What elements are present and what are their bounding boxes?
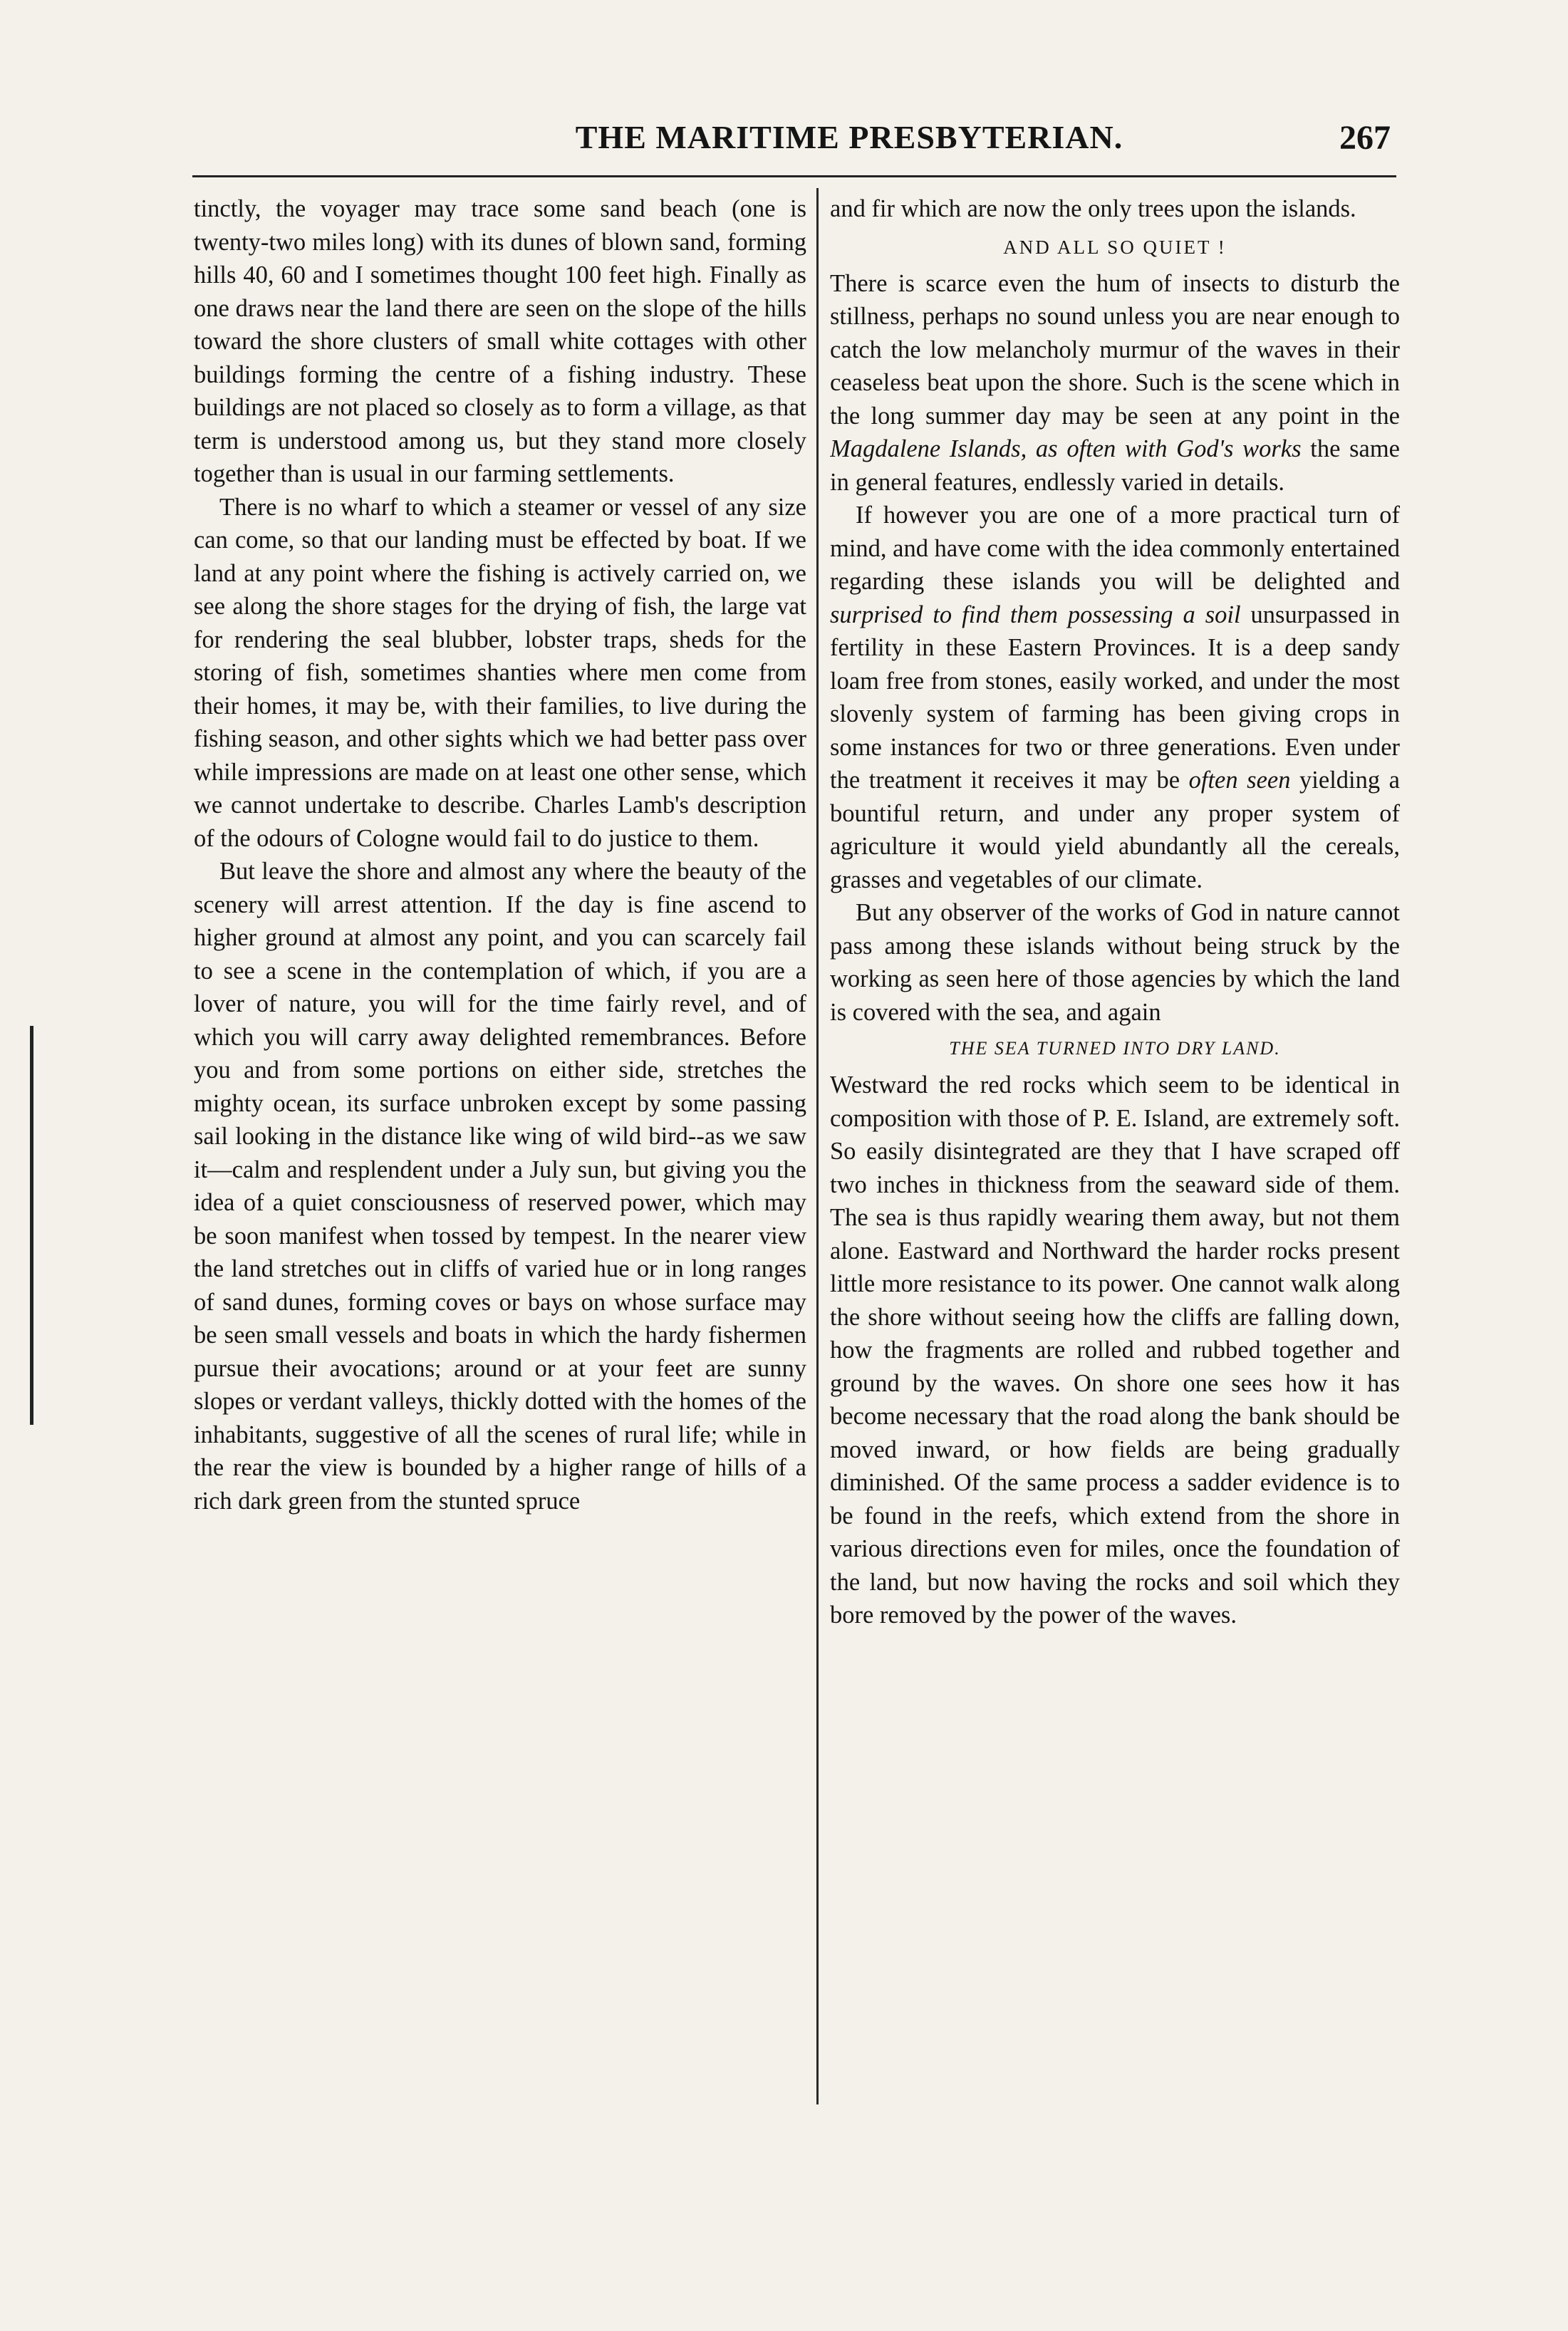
paragraph: Westward the red rocks which seem to be identical in composition with those of P. E. Island, are extremely soft. So easily disintegrated are they that I have scraped off two inches in thickness from the seaward side of them. The sea is thus rapidly wearing them away, but not them alone. Eastward and Northward the harder rocks present little more resistance to its power. One cannot walk along the shore without seeing how the cliffs are falling down, how the fragments are rolled and rubbed together and ground by the waves. On shore one sees how it has become necessary that the road along the bank should be moved inward, or how fields are being gradually diminished. Of the same process a sadder evidence is to be found in the reefs, which extend from the shore in various directions even for miles, once the foundation of the land, but now having the rocks and soil which they bore removed by the power of the waves. [830,1071,1400,1629]
text-run: yielding a bountiful return, and under any proper system of agriculture it would yield abundantly all the cereals, grasses and vegetables of our climate. [830,767,1400,893]
text-run: There is scarce even the hum of insects to disturb the stillness, perhaps no sound unless you are near enough to catch the low melancholy murmur of the waves in their ceaseless beat upon the shore. Such is the scene which in the long summer day may be seen at any point in the [830,269,1400,430]
right-column [830,192,1400,2109]
paragraph: There is no wharf to which a steamer or vessel of any size can come, so that our landing must be effected by boat. If we land at any point where the fishing is actively carried on, we see along the shore stages for the drying of fish, the large vat for rendering the seal blubber, lobster traps, sheds for the storing of fish, sometimes shanties where men come from their homes, it may be, with their families, to live during the fishing season, and other sights which we had better pass over while impressions are made on at least one other sense, which we cannot undertake to describe. Charles Lamb's description of the odours of Cologne would fail to do justice to them. [194,493,806,852]
column-divider [816,188,819,2104]
italic-run: Magdalene Islands, as often with God's works [830,435,1302,462]
paragraph [830,499,1400,896]
section-heading: AND ALL SO QUIET ! [1003,236,1227,258]
italic-run: often seen [1188,767,1291,794]
text-run: If however you are one of a more practical turn of mind, and have come with the idea commonly entertained regarding these islands you will be delighted and [830,502,1400,595]
page-number: 267 [1339,119,1391,157]
paragraph: But leave the shore and almost any where the beauty of the scenery will arrest attention. If the day is fine ascend to higher ground at almost any point, and you can scarcely fail to see a scene in the contemplation of which, if you are a lover of nature, you will for the time fairly revel, and of which you will carry away delighted remembrances. Before you and from some portions on either side, stretches the mighty ocean, its surface unbroken except by some passing sail looking in the distance like wing of wild bird--as we saw it—calm and resplendent under a July sun, but giving you the idea of a quiet consciousness of reserved power, which may be soon manifest when tossed by tempest. In the nearer view the land stretches out in cliffs of varied hue or in long ranges of sand dunes, forming coves or bays on whose surface may be seen small vessels and boats in which the hardy fishermen pursue their avocations; around or at your feet are sunny slopes or verdant valleys, thickly dotted with the homes of the inhabitants, suggestive of all the scenes of rural life; while in the rear the view is bounded by a higher range of hills of a rich dark green from the stunted spruce [194,858,806,1515]
left-column [194,192,806,2109]
section-heading: THE SEA TURNED INTO DRY LAND. [949,1038,1281,1059]
header-rule [192,175,1396,177]
paragraph: tinctly, the voyager may trace some sand beach (one is twenty-two miles long) with its dunes of blown sand, forming hills 40, 60 and I sometimes thought 100 feet high. Finally as one draws near the land there are seen on the slope of the hills toward the shore clusters of small white cottages with other buildings forming the centre of a fishing industry. These buildings are not placed so closely as to form a village, as that term is understood among us, but they stand more closely together than is usual in our farming settlements. [194,195,806,487]
text-run: the same in general features, endlessly varied in details. [830,435,1400,496]
paragraph [830,267,1400,499]
page-title: THE MARITIME PRESBYTERIAN. [575,119,1123,155]
paragraph: But any observer of the works of God in nature cannot pass among these islands without being struck by the working as seen here of those agencies by which the land is covered with the sea, and again [830,899,1400,1026]
paragraph: and fir which are now the only trees upon the islands. [830,195,1356,222]
text-run: unsurpassed in fertility in these Eastern Provinces. It is a deep sandy loam free from stones, easily worked, and under the most slovenly system of farming has been giving crops in some instances for two or three generations. Even under the treatment it receives it may be [830,601,1400,794]
margin-mark [30,1026,33,1425]
italic-run: surprised to find them possessing a soil [830,601,1241,628]
running-header [187,118,1391,168]
